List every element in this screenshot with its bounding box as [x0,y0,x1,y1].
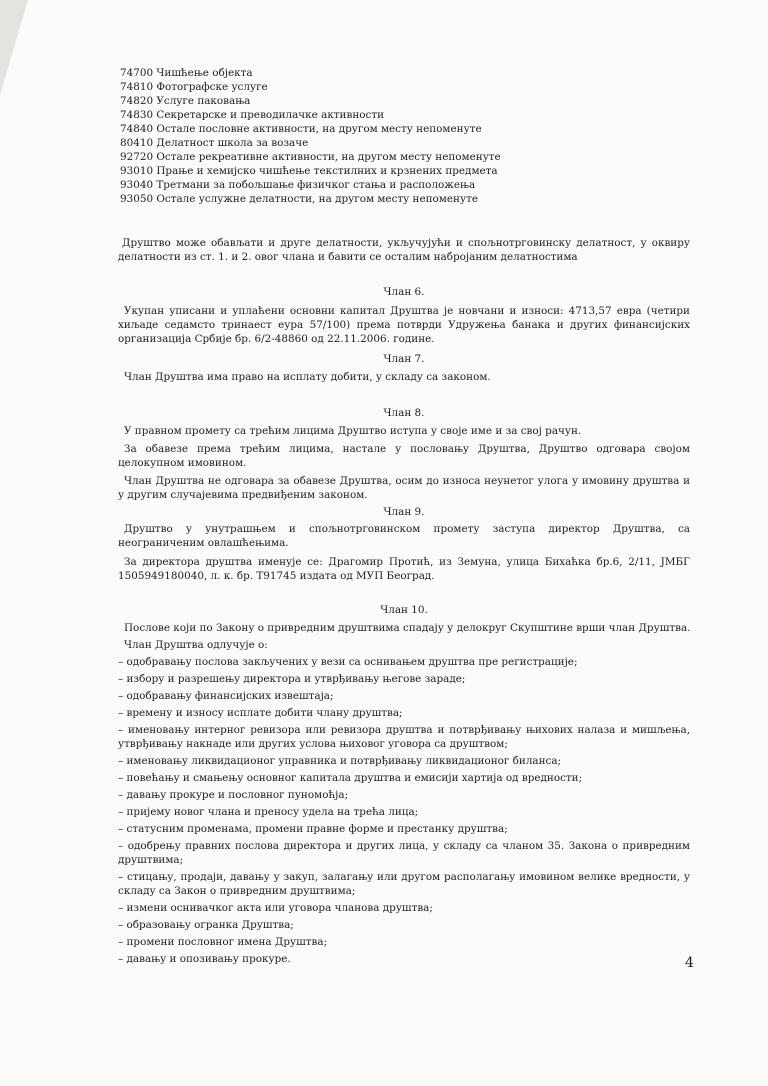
folded-corner [0,0,28,95]
article-9-paragraph-2: За директора друштва именује се: Драгомир Протић, из Земуна, улица Бихаћка бр.6, 2/11, ЈМБГ 1505949180040, л. к. бр. Т91745 издата од МУП Београд. [118,556,690,582]
activity-code-list [120,66,501,206]
decision-list [118,655,690,969]
article-8-heading: Члан 8. [383,407,425,419]
article-10-heading: Члан 10. [380,604,428,616]
code-line: 74830 Секретарске и преводилачке активности [120,109,385,121]
article-6-text: Укупан уписани и уплаћени основни капитал Друштва је новчани и износи: 4713,57 евра (четири хиљаде седамсто тринаест еура 57/100) према потврди Удружења банака и других финансијских организација Србије бр. 6/2-48860 од 22.11.2006. године. [118,305,690,345]
code-line: 74840 Остале пословне активности, на другом месту непоменуте [120,123,482,135]
code-line: 74700 Чишћење објекта [120,67,253,79]
article-9-paragraph-1: Друштво у унутрашњем и спољнотрговинском промету заступа директор Друштва, са неограниченим овлашћењима. [118,523,690,549]
page-number: 4 [685,955,694,971]
list-item: – статусним променама, промени правне форме и престанку друштва; [118,823,508,835]
list-item: – измени оснивачког акта или уговора чланова друштва; [118,902,433,914]
code-line: 93040 Третмани за побољшање физичког стања и расположења [120,179,476,191]
list-item: – именовању ликвидационог управника и потврђивању ликвидационог биланса; [118,755,562,767]
list-item: – времену и износу исплате добити члану друштва; [118,707,403,719]
list-item: – именовању интерног ревизора или ревизора друштва и потврђивању њихових налаза и мишљења, утврђивању накнаде или других услова њиховог уговора са друштвом; [118,724,690,750]
list-item: – повећању и смањењу основног капитала друштва и емисији хартија од вредности; [118,772,583,784]
code-line: 80410 Делатност школа за возаче [120,137,309,149]
code-line: 93050 Остале услужне делатности, на другом месту непоменуте [120,193,478,205]
article-8-paragraph-3: Члан Друштва не одговара за обавезе Друштва, осим до износа неунетог улога у имовину друштва и у другим случајевима предвиђеним законом. [118,475,690,501]
list-item: – давању прокуре и пословног пуномоћја; [118,789,349,801]
code-line: 92720 Остале рекреативне активности, на другом месту непоменуте [120,151,501,163]
other-activities-paragraph: Друштво може обављати и друге делатности, укључујући и спољнотрговинску делатност, у оквиру делатности из ст. 1. и 2. овог члана и бавити се осталим набројаним делатностима [118,237,690,263]
article-8-paragraph-1: У правном промету са трећим лицима Друштво иступа у своје име и за свој рачун. [124,425,582,437]
article-9-heading: Члан 9. [383,506,425,518]
article-10-paragraph-1: Послове који по Закону о привредним друштвима спадају у делокруг Скупштине врши члан Друштва. [124,622,691,634]
article-7-text: Члан Друштва има право на исплату добити, у складу са законом. [124,371,491,383]
list-item: – промени пословног имена Друштва; [118,936,328,948]
article-10-paragraph-2: Члан Друштва одлучује о: [124,639,268,651]
list-item: – образовању огранка Друштва; [118,919,294,931]
list-item: – избору и разрешењу директора и утврђивању његове зараде; [118,673,466,685]
article-7-heading: Члан 7. [383,353,425,365]
article-8-paragraph-2: За обавезе према трећим лицима, настале у пословању Друштва, Друштво одговара својом целокупном имовином. [118,443,690,469]
article-6-heading: Члан 6. [383,286,425,298]
code-line: 93010 Прање и хемијско чишћење текстилних и крзнених предмета [120,165,498,177]
code-line: 74820 Услуге паковања [120,95,251,107]
list-item: – пријему новог члана и преносу удела на трећа лица; [118,806,419,818]
list-item: – давању и опозивању прокуре. [118,953,291,965]
list-item: – одобравању послова закључених у вези са оснивањем друштва пре регистрације; [118,656,578,668]
list-item: – одобрењу правних послова директора и других лица, у складу са чланом 35. Закона о привредним друштвима; [118,840,690,866]
code-line: 74810 Фотографске услуге [120,81,268,93]
list-item: – одобравању финансијских извештаја; [118,690,334,702]
list-item: – стицању, продаји, давању у закуп, залагању или другом располагању имовином велике вредности, у складу са Закон о привредним друштвима; [118,871,690,897]
